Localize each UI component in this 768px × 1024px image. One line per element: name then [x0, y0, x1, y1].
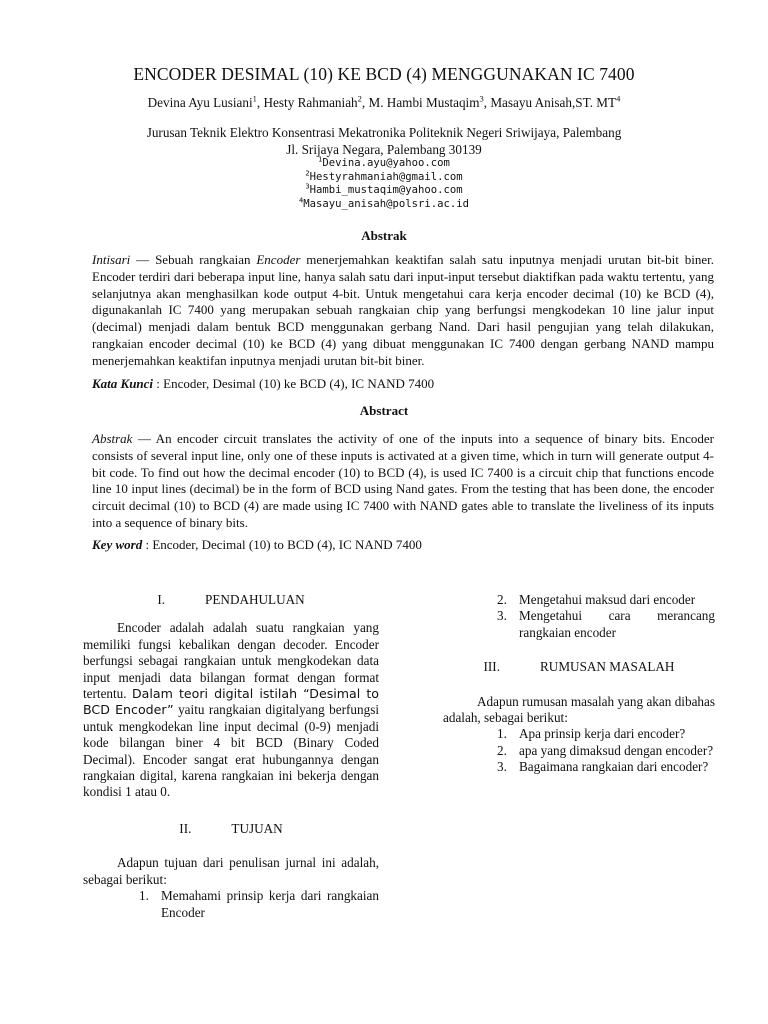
email-mark: 3: [305, 182, 310, 191]
email-line: [0, 184, 768, 198]
list-text: Mengetahui cara merancang rangkaian encoder: [519, 608, 715, 640]
tujuan-list: [139, 888, 379, 921]
author-name: Hesty Rahmaniah: [263, 95, 358, 110]
list-item: [497, 759, 715, 775]
author-affil-mark: 3: [479, 93, 484, 104]
list-item: [497, 608, 715, 641]
abstract-text: — An encoder circuit translates the activity of one of the inputs into a sequence of binary bits. Encoder consists of several input line, only one of these inputs is activated at a given time, which in turn will generate output 4-bit code. To find out how the decimal encoder (10) to BCD (4), is used IC 7400 is a circuit chip that functions encode line 10 input lines (decimal) be in the form of BCD using Nand gates. From the testing that has been done, the encoder circuit decimal (10) to BCD (4) are made using IC 7400 with NAND gates able to translate the liveliness of its inputs into a sequence of binary bits.: [92, 431, 714, 530]
key-word-text: : Encoder, Decimal (10) to BCD (4), IC NAND 7400: [142, 537, 422, 552]
author-affil-mark: 2: [357, 93, 362, 104]
section-title: RUMUSAN MASALAH: [540, 659, 675, 675]
list-text: apa yang dimaksud dengan encoder?: [519, 742, 714, 758]
section-heading-rumusan: [443, 659, 715, 675]
abstract-heading: Abstract: [359, 403, 409, 418]
paragraph-text: Encoder adalah adalah suatu rangkaian yang memiliki fungsi kebalikan dengan decoder. Encoder berfungsi sebagai rangkaian untuk mengkodekan data input menjadi data bilangan format dengan format tertentu.: [83, 620, 379, 702]
list-item: [139, 888, 379, 921]
email-address: Hestyrahmaniah@gmail.com: [309, 170, 463, 183]
email-address: Hambi_mustaqim@yahoo.com: [309, 184, 463, 197]
abstrak-text: menerjemahkan keaktifan salah satu inputnya menjadi urutan bit-bit biner. Encoder terdiri dari beberapa input line, hanya salah satu dari input-input tersebut diaktifkan pada waktu tertentu, yang selanjutnya akan menghasilkan kode output 4-bit. Untuk mengetahui cara kerja encoder decimal (10) ke BCD (4), digunakanlah IC 7400 yang merupakan sebuah rangkaian chip yang berfungsi mengkodekan 10 line jalur input (decimal) menjadi dalam bentuk BCD menggunakan gerbang Nand. Dari hasil pengujian yang telah dilakukan, rangkaian encoder decimal (10) ke BCD (4) yang dibuat menggunakan IC 7400 dengan gerbang NAND mampu menerjemahkan keaktifan inputnya menjadi urutan bit-bit biner.: [92, 252, 714, 368]
key-word-label: Key word: [92, 537, 143, 552]
abstrak-body: [92, 252, 714, 370]
kata-kunci-text: : Encoder, Desimal (10) ke BCD (4), IC NAND 7400: [153, 376, 435, 391]
email-line: [0, 171, 768, 185]
list-item: [497, 592, 715, 608]
left-column: [83, 592, 379, 921]
author-separator: ,: [256, 95, 264, 110]
list-number: 3.: [497, 608, 507, 624]
list-text: Bagaimana rangkaian dari encoder?: [519, 759, 709, 775]
author-name: Masayu Anisah,ST. MT: [490, 95, 617, 110]
list-number: 2.: [497, 742, 507, 758]
list-text: Apa prinsip kerja dari encoder?: [519, 726, 686, 742]
author-name: M. Hambi Mustaqim: [368, 95, 480, 110]
affiliation-address: Jl. Srijaya Negara, Palembang 30139: [286, 142, 482, 157]
list-item: [497, 742, 715, 759]
paragraph-text-alt-font: Dalam teori digital istilah “Desimal to BCD Encoder”: [83, 686, 379, 718]
paragraph-text: yaitu rangkaian digitalyang berfungsi untuk mengkodekan line input decimal (0-9) menjadi kode bilangan biner 4 bit BCD (Binary Coded Decimal). Encoder sangat erat hubungannya dengan rangkaian digital, karena rangkaian ini bekerja dengan kondisi 1 atau 0.: [83, 702, 379, 800]
key-word: [92, 537, 714, 553]
section-title: PENDAHULUAN: [205, 592, 305, 607]
section-heading-pendahuluan: [83, 592, 379, 608]
section-number: III.: [483, 659, 500, 675]
author-separator: ,: [361, 95, 369, 110]
email-line: [0, 157, 768, 171]
email-list: [0, 157, 768, 211]
section-heading-tujuan: [83, 821, 379, 837]
abstract-lead: Abstrak: [92, 431, 133, 446]
email-address: Masayu_anisah@polsri.ac.id: [303, 197, 470, 210]
abstrak-lead: Intisari: [92, 252, 131, 267]
email-mark: 4: [298, 196, 304, 205]
tujuan-list-continued: [497, 592, 715, 641]
author-name: Devina Ayu Lusiani: [147, 95, 253, 110]
section-title: TUJUAN: [231, 820, 283, 836]
list-text: Memahami prinsip kerja dari rangkaian Encoder: [161, 888, 379, 920]
kata-kunci-label: Kata Kunci: [92, 376, 154, 391]
abstrak-dash: — Sebuah rangkaian: [130, 252, 257, 267]
pendahuluan-paragraph: [83, 620, 379, 800]
list-text: Mengetahui maksud dari encoder: [519, 592, 696, 607]
abstrak-encoder-term: Encoder: [256, 252, 301, 267]
author-list: [0, 95, 768, 111]
list-number: 2.: [497, 592, 507, 607]
paper-title: ENCODER DESIMAL (10) KE BCD (4) MENGGUNAKAN IC 7400: [133, 64, 635, 84]
abstrak-heading: Abstrak: [361, 228, 407, 243]
list-number: 1.: [497, 726, 507, 742]
list-item: [497, 726, 715, 742]
affiliation: [0, 124, 768, 158]
section-number: I.: [157, 592, 166, 607]
email-mark: 2: [305, 169, 310, 178]
author-affil-mark: 1: [252, 93, 257, 104]
email-address: Devina.ayu@yahoo.com: [322, 157, 450, 169]
email-mark: 1: [318, 155, 323, 164]
section-number: II.: [179, 820, 192, 836]
email-line: [0, 198, 768, 212]
kata-kunci: [92, 376, 714, 392]
right-column: [443, 592, 715, 776]
rumusan-list: [497, 726, 715, 775]
rumusan-intro: Adapun rumusan masalah yang akan dibahas adalah, sebagai berikut:: [443, 693, 715, 726]
list-number: 1.: [139, 888, 149, 904]
list-number: 3.: [497, 759, 507, 775]
abstract-body: [92, 431, 714, 532]
tujuan-intro: Adapun tujuan dari penulisan jurnal ini adalah, sebagai berikut:: [83, 855, 379, 887]
author-separator: ,: [483, 95, 491, 110]
affiliation-line: Jurusan Teknik Elektro Konsentrasi Mekatronika Politeknik Negeri Sriwijaya, Palembang: [146, 125, 622, 140]
author-affil-mark: 4: [616, 93, 621, 104]
